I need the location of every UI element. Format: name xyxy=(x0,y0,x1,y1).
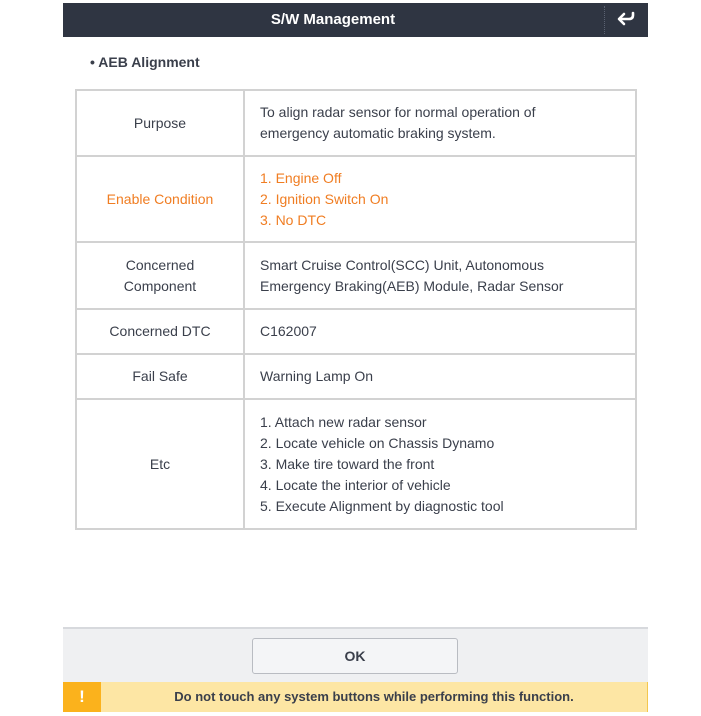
return-arrow-icon xyxy=(617,11,637,29)
label-line: Component xyxy=(123,277,197,294)
warning-icon: ! xyxy=(63,682,101,712)
value-line: Emergency Braking(AEB) Module, Radar Sensor xyxy=(260,277,564,294)
ok-button[interactable]: OK xyxy=(252,638,458,674)
table-row-concerned-dtc xyxy=(76,309,636,354)
row-label: Enable Condition xyxy=(76,156,244,242)
row-label: Fail Safe xyxy=(76,354,244,399)
table-row-etc xyxy=(76,399,636,529)
row-label: Etc xyxy=(76,399,244,529)
section-title: • AEB Alignment xyxy=(90,54,200,70)
warning-text: Do not touch any system buttons while performing this function. xyxy=(174,689,574,704)
row-label: Purpose xyxy=(76,90,244,156)
value-line: C162007 xyxy=(260,323,317,339)
value-line: 1. Attach new radar sensor xyxy=(260,413,427,430)
table-row-fail-safe xyxy=(76,354,636,399)
value-line: 5. Execute Alignment by diagnostic tool xyxy=(260,497,504,514)
row-value xyxy=(244,242,636,309)
label-line: Concerned xyxy=(125,256,195,273)
table-row-concerned-component xyxy=(76,242,636,309)
value-line: 3. Make tire toward the front xyxy=(260,455,435,472)
footer-bar xyxy=(63,627,648,682)
row-value xyxy=(244,156,636,242)
value-line: 1. Engine Off xyxy=(260,169,342,186)
table-row-purpose xyxy=(76,90,636,156)
row-value xyxy=(244,90,636,156)
value-line: To align radar sensor for normal operation of xyxy=(260,104,536,120)
row-value xyxy=(244,399,636,529)
info-table xyxy=(75,89,637,530)
window-title: S/W Management xyxy=(270,11,396,28)
row-value xyxy=(244,354,636,399)
value-line: Smart Cruise Control(SCC) Unit, Autonomous xyxy=(260,256,544,273)
value-line: Warning Lamp On xyxy=(260,368,374,384)
value-line: 2. Locate vehicle on Chassis Dynamo xyxy=(260,434,495,451)
value-line: emergency automatic braking system. xyxy=(260,125,496,141)
value-line: 3. No DTC xyxy=(260,211,327,228)
value-line: 4. Locate the interior of vehicle xyxy=(260,476,451,493)
value-line: 2. Ignition Switch On xyxy=(260,190,389,207)
back-button[interactable] xyxy=(605,3,648,37)
row-value xyxy=(244,309,636,354)
table-row-enable-condition xyxy=(76,156,636,242)
row-label xyxy=(76,242,244,309)
row-label: Concerned DTC xyxy=(76,309,244,354)
title-bar xyxy=(63,3,648,37)
warning-bar xyxy=(63,682,648,712)
